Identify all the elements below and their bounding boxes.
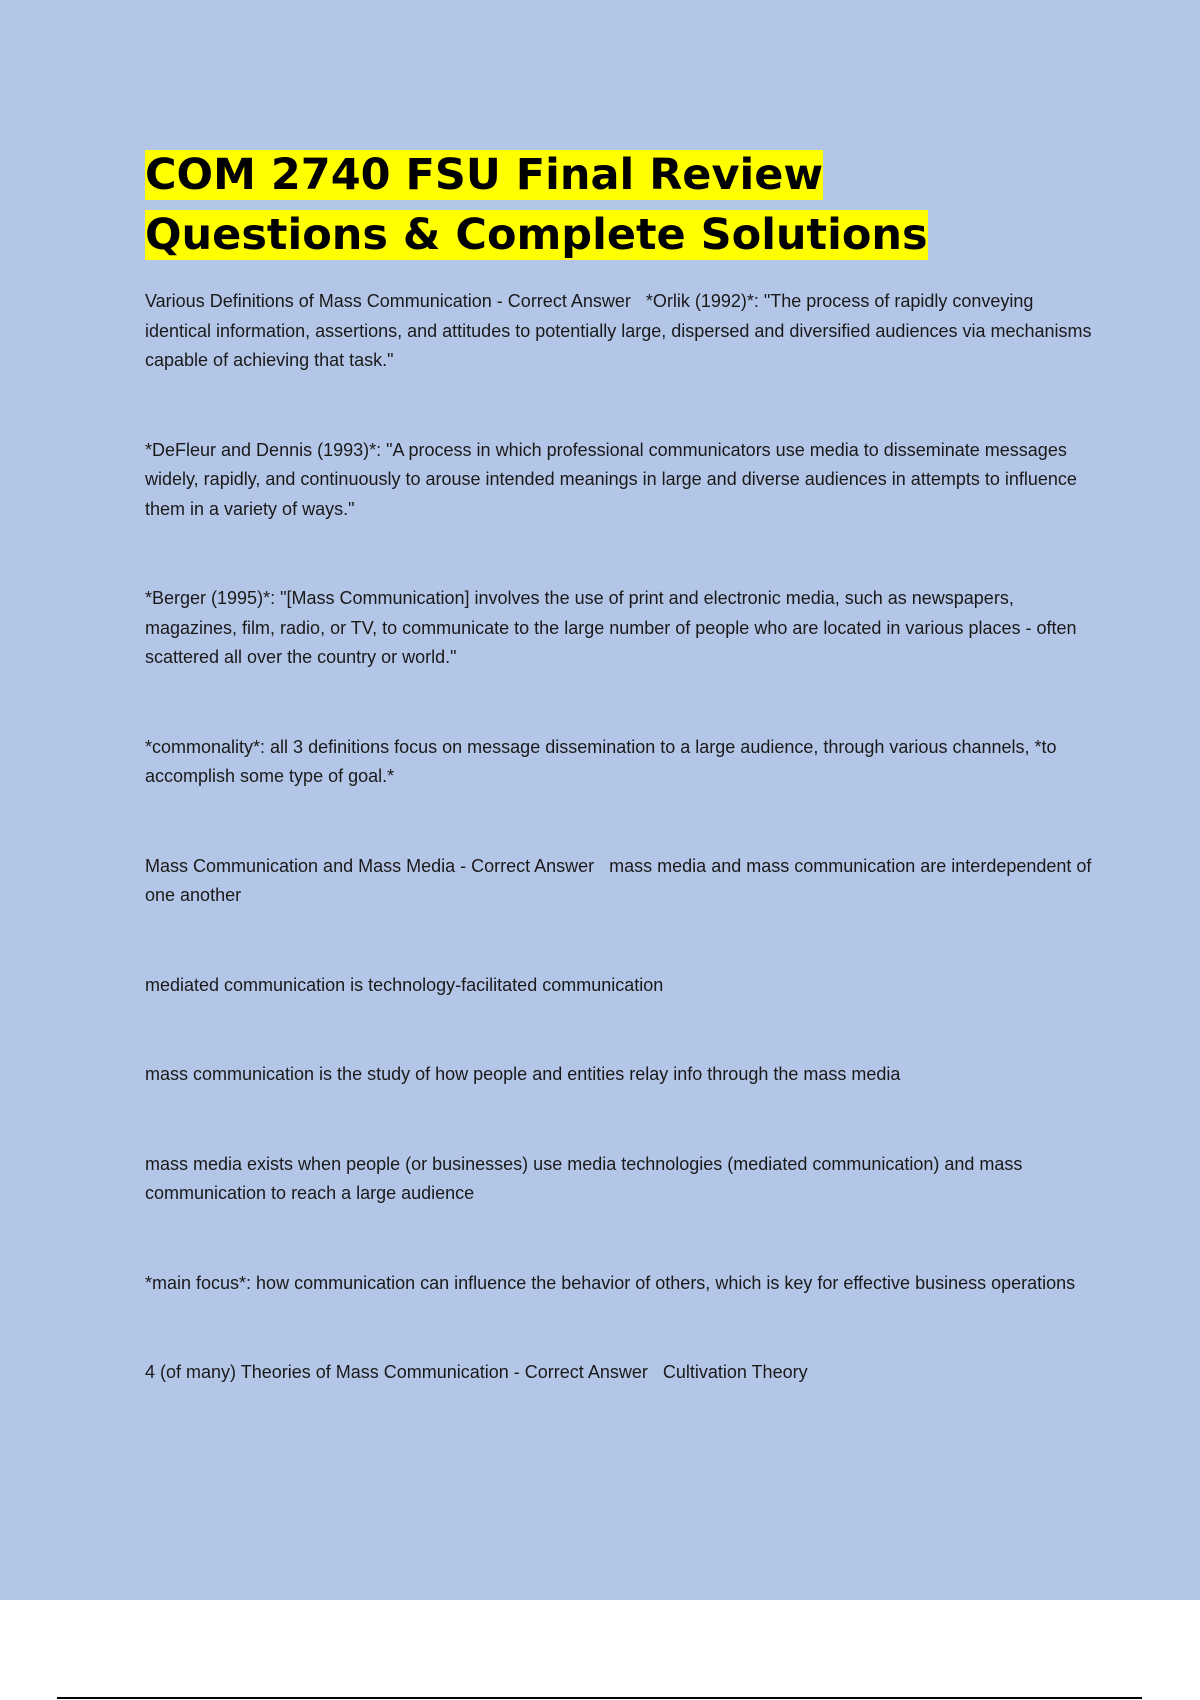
title-line-2: Questions & Complete Solutions xyxy=(145,210,928,260)
document-title xyxy=(145,145,1095,265)
title-line-1: COM 2740 FSU Final Review xyxy=(145,150,824,200)
paragraph-mass-media: Mass Communication and Mass Media - Correct Answer mass media and mass communication are interdependent of one another xyxy=(145,855,1097,905)
footer-divider xyxy=(57,1697,1142,1699)
paragraph-theories: 4 (of many) Theories of Mass Communication - Correct Answer Cultivation Theory xyxy=(145,1362,808,1382)
paragraph-berger: *Berger (1995)*: "[Mass Communication] involves the use of print and electronic media, such as newspapers, magazines, film, radio, or TV, to communicate to the large number of people who are located in various places - often scattered all over the country or world." xyxy=(145,588,1082,667)
paragraph-main-focus: *main focus*: how communication can influence the behavior of others, which is key for effective business operations xyxy=(145,1272,1076,1293)
paragraph-mass-communication-study: mass communication is the study of how people and entities relay info through the mass media xyxy=(145,1064,901,1084)
paragraph-commonality: *commonality*: all 3 definitions focus on message dissemination to a large audience, through various channels, *to accomplish some type of goal.* xyxy=(145,736,1062,786)
paragraph-defleur-dennis: *DeFleur and Dennis (1993)*: "A process in which professional communicators use media to disseminate messages widely, rapidly, and continuously to arouse intended meanings in large and diverse audiences in attempts to influence them in a variety of ways." xyxy=(145,439,1082,519)
paragraph-definitions: Various Definitions of Mass Communication - Correct Answer *Orlik (1992)*: "The process of rapidly conveying identical information, assertions, and attitudes to potentially large, dispersed and diversified audiences via mechanisms capable of achieving that task." xyxy=(145,291,1097,370)
paragraph-mass-media-exists: mass media exists when people (or businesses) use media technologies (mediated communication) and mass communication to reach a large audience xyxy=(145,1153,1028,1203)
document-body xyxy=(145,145,1095,1388)
paragraph-mediated-communication: mediated communication is technology-facilitated communication xyxy=(145,974,664,995)
